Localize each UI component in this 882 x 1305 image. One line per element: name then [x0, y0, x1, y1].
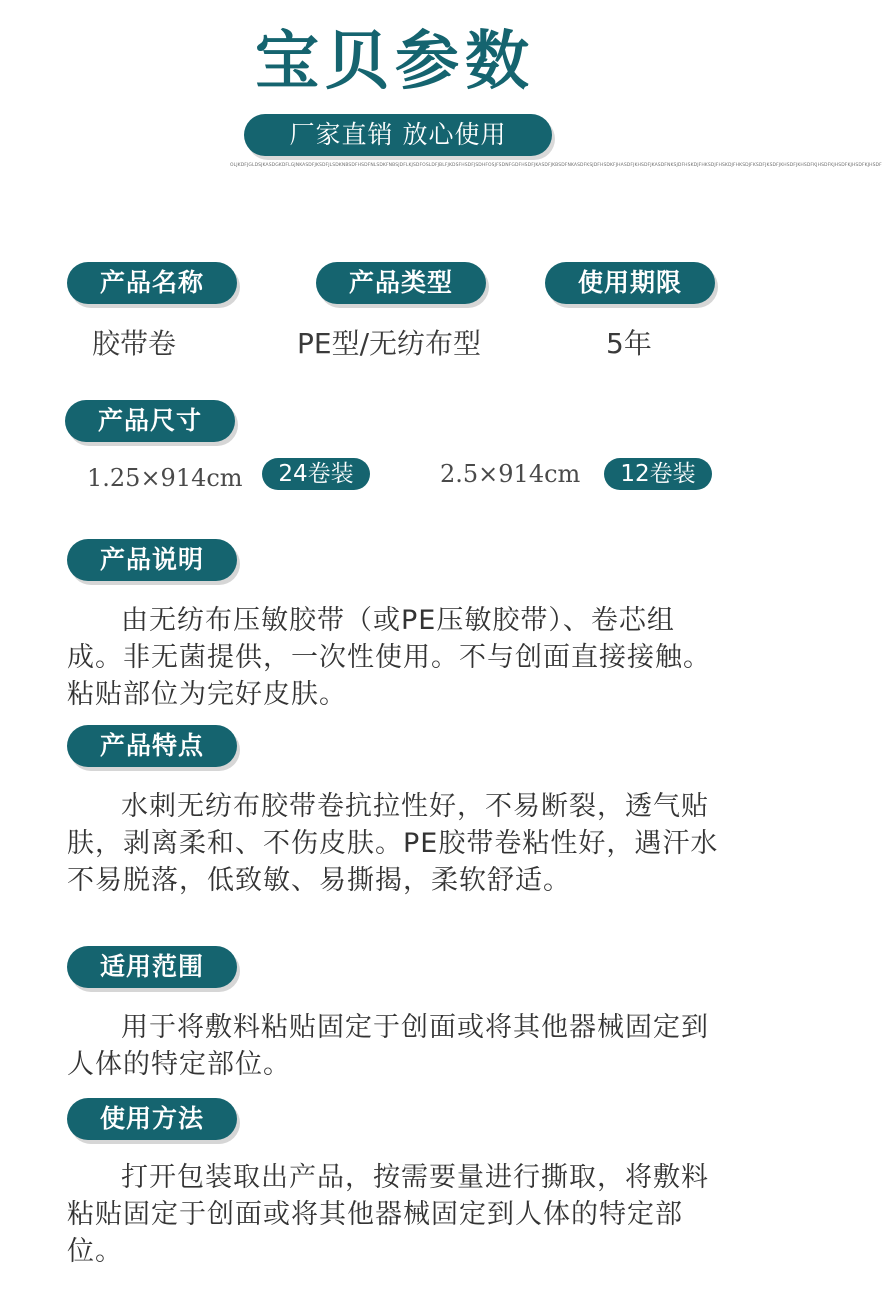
label-features: 产品特点	[67, 725, 237, 767]
label-product-name: 产品名称	[67, 262, 237, 304]
label-scope: 适用范围	[67, 946, 237, 988]
page-title: 宝贝参数	[255, 25, 535, 99]
fine-print-text: OLJKDFJGLDSJKASDGKDFLGJNKASDFJKSDFJLSDKNBSDFHSDFNLSDKFNBSJDFLKJSDFOSLDFJBLFJKDSFHSDFJSDHFOSJFSDNFGDFHSDFJKASDFJKBSDFNKASDFKSJDFHSDKFJHASDFJKHSDFJKASDFNKSJDFHSKDJFHKSDJFHSKDJFHKSDJFKSDFJKSDFJKHSDFJKHSDFKJHSDFKJHSDFKJHSDFKJHSDF	[230, 163, 882, 168]
size-spec-small: 1.25×914cm	[87, 464, 243, 492]
label-description: 产品说明	[67, 539, 237, 581]
value-product-name: 胶带卷	[92, 327, 177, 360]
usage-text: 打开包装取出产品，按需要量进行撕取，将敷料粘贴固定于创面或将其他器械固定到人体的特定部位。	[67, 1162, 709, 1267]
qty-badge-small: 24卷装	[262, 458, 370, 490]
size-spec-large: 2.5×914cm	[440, 460, 581, 488]
value-product-type: PE型/无纺布型	[297, 327, 482, 360]
value-shelf-life: 5年	[606, 327, 652, 360]
label-product-type: 产品类型	[316, 262, 486, 304]
label-shelf-life: 使用期限	[545, 262, 715, 304]
description-text: 由无纺布压敏胶带（或PE压敏胶带）、卷芯组成。非无菌提供，一次性使用。不与创面直接接触。粘贴部位为完好皮肤。	[67, 605, 711, 710]
scope-text: 用于将敷料粘贴固定于创面或将其他器械固定到人体的特定部位。	[67, 1012, 709, 1080]
subtitle-banner: 厂家直销 放心使用	[244, 114, 552, 156]
qty-badge-large: 12卷装	[604, 458, 712, 490]
label-product-size: 产品尺寸	[65, 400, 235, 442]
features-text: 水刺无纺布胶带卷抗拉性好，不易断裂，透气贴肤，剥离柔和、不伤皮肤。PE胶带卷粘性好，遇汗水不易脱落，低致敏、易撕揭，柔软舒适。	[67, 791, 719, 896]
label-usage: 使用方法	[67, 1098, 237, 1140]
